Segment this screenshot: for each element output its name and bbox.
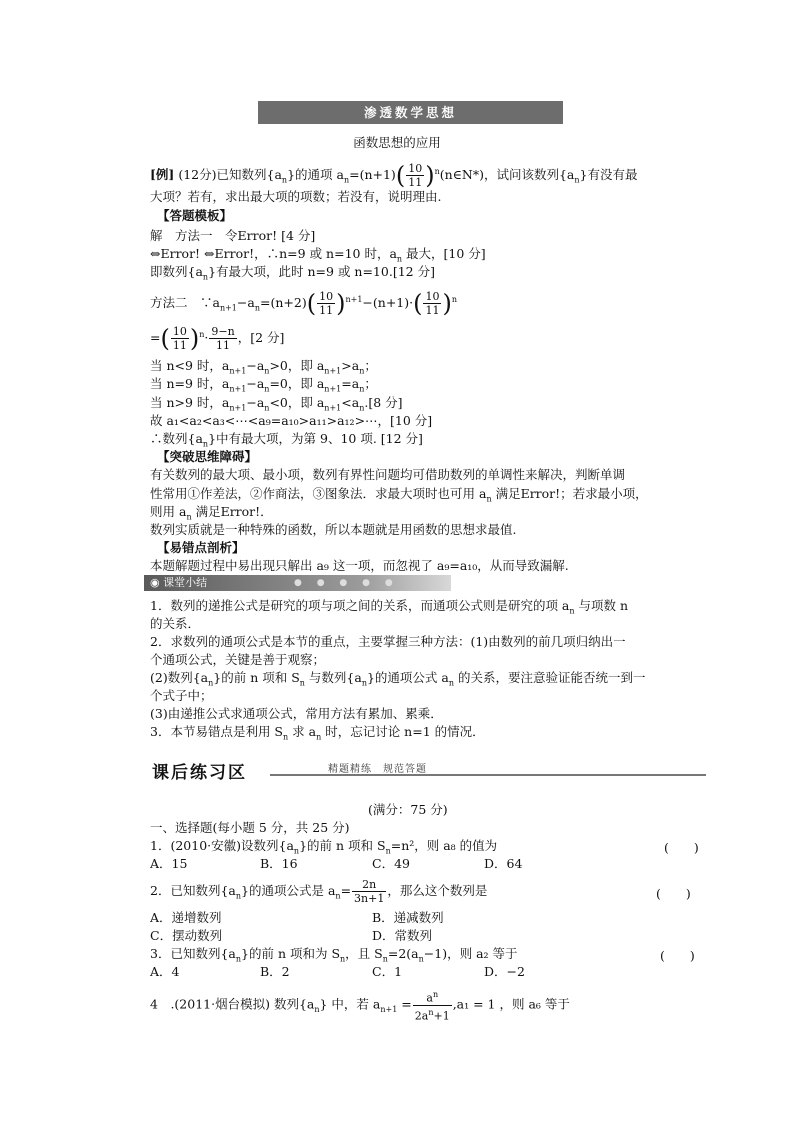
- error-heading: 【易错点剖析】: [157, 540, 245, 555]
- q2-option-a[interactable]: A．递增数列: [150, 910, 222, 925]
- answer-blank-2[interactable]: ( ): [656, 886, 691, 901]
- text: =(n+1): [349, 167, 396, 182]
- banner-heading: 渗透数学思想: [258, 101, 563, 124]
- method1-line-3: 即数列$\{a_n\}$有最大项，此时 n=9 或 n=10.[12 分]: [150, 264, 435, 282]
- breakthrough-p4: 数列实质就是一种特殊的函数，所以本题就是用函数的思想求最值.: [150, 522, 517, 537]
- summary-band: [144, 575, 451, 591]
- method1-line-2: ⇔Error! ⇔Error!，∴n=9 或 n=10 时，$a_n$ 最大，[10 分]: [150, 246, 486, 264]
- summary-2b: 个通项公式，关键是善于观察；: [150, 652, 326, 667]
- template-heading: 【答题模板】: [157, 208, 233, 223]
- case-4: 故 a₁<a₂<a₃<⋯<a₉=a₁₀>a₁₁>a₁₂>⋯，[10 分]: [150, 413, 433, 428]
- q3-option-d[interactable]: D．−2: [484, 964, 525, 979]
- case-3: 当 n>9 时，$a_{n+1}-a_n<0$，即 $a_{n+1}<a_n.[8$ 分]: [150, 395, 403, 413]
- q1-option-d[interactable]: D．64: [484, 856, 523, 871]
- answer-blank-1[interactable]: ( ): [664, 840, 699, 855]
- summary-1a: 1．数列的递推公式是研究的项与项之间的关系，而通项公式则是研究的项 $a_n$ 与项数 n: [150, 598, 629, 616]
- breakthrough-p2: 性常用①作差法，②作商法，③图象法．求最大项时也可用 $a_n$ 满足Error!；若求最小项，: [150, 486, 648, 504]
- subtitle: 函数思想的应用: [353, 135, 441, 150]
- q1-option-c[interactable]: C．49: [372, 856, 410, 871]
- example-label: [例]: [150, 167, 175, 182]
- case-1: 当 n<9 时，$a_{n+1}-a_n>0$，即 $a_{n+1}>a_n$；: [150, 358, 377, 376]
- q1-option-a[interactable]: A．15: [150, 856, 188, 871]
- text: }有没有最: [579, 167, 638, 182]
- summary-2i: (3)由递推公式求通项公式，常用方法有累加、累乘．: [150, 706, 443, 721]
- q3-option-a[interactable]: A．4: [150, 964, 180, 979]
- method2-line-1: 方法二 $\because a_{n+1}-a_n=(n+2)$( $\frac{10}{11}$ )$^{n+1}$−(n+1)·( $\frac{10}{11}$ )$^n$: [150, 289, 458, 318]
- summary-1c: 的关系．: [150, 616, 201, 631]
- answer-blank-3[interactable]: ( ): [660, 948, 695, 963]
- question-1: 1．(2010·安徽)设数列$\{a_n\}$的前 n 项和 $S_n=n^2$，则 a₈ 的值为: [150, 838, 498, 856]
- text: (n∈N*)，试问该数列{a: [439, 167, 575, 182]
- error-text: 本题解题过程中易出现只解出 a₉ 这一项，而忽视了 a₉=a₁₀，从而导致漏解.: [150, 558, 569, 573]
- example-line-1: [例] (12分)已知数列$\{a_n\}$的通项 $a_n=(n+1)$( $\frac{10}{11}$ )$^n$(n∈N*)，试问该数列$\{a_n\}$有没有最: [150, 161, 638, 190]
- practice-tagline: 精题精练 规范答题: [328, 764, 427, 775]
- summary-2h: 个式子中；: [150, 688, 213, 703]
- question-4: 4 .(2011·烟台模拟) 数列$\{a_n\}$ 中，若 $a_{n+1}$ = $\frac{a^n}{2a^n+1}$ ,a₁ = 1 ，则 a₆ 等于: [150, 990, 570, 1023]
- breakthrough-p1: 有关数列的最大项、最小项，数列有界性问题均可借助数列的单调性来解决，判断单调: [150, 467, 626, 482]
- practice-title: 课后练习区: [152, 763, 247, 783]
- example-line-2: 大项？若有，求出最大项的项数；若没有，说明理由.: [150, 189, 442, 204]
- text: }的通项 a: [287, 167, 344, 182]
- case-5: ∴数列$\{a_n\}$中有最大项，为第 9、10 项. [12 分]: [150, 431, 423, 449]
- q2-option-d[interactable]: D．常数列: [372, 928, 433, 943]
- q2-option-b[interactable]: B．递减数列: [372, 910, 444, 925]
- decorative-dots-icon: ● ● ● ● ●: [294, 578, 399, 588]
- summary-2c: (2)数列$\{a_n\}$的前 n 项和 $S_n$ 与数列$\{a_n\}$的通项公式 $a_n$ 的关系，要注意验证能否统一到一: [150, 670, 646, 688]
- summary-3: 3．本节易错点是利用 $S_n$ 求 $a_n$ 时，忘记讨论 n=1 的情况．: [150, 724, 485, 742]
- q3-option-c[interactable]: C．1: [372, 964, 403, 979]
- method1-line-1: 解 方法一 令Error! [4 分]: [150, 228, 316, 243]
- case-2: 当 n=9 时，$a_{n+1}-a_n=0$，即 $a_{n+1}=a_n$；: [150, 376, 377, 394]
- question-2: 2．已知数列$\{a_n\}$的通项公式是 $a_n=$ $\frac{2n}{3n+1}$ ，那么这个数列是: [150, 878, 488, 905]
- fraction: $\frac{10}{11}$: [408, 162, 423, 189]
- method2-line-2: =( $\frac{10}{11}$ )$^n$· $\frac{9-n}{11}$ ，[2 分]: [150, 324, 285, 353]
- summary-2a: 2．求数列的通项公式是本节的重点，主要掌握三种方法：(1)由数列的前几项归纳出一: [150, 634, 626, 649]
- question-3: 3．已知数列$\{a_n\}$的前 n 项和为 $S_n$，且 $S_n=2(a_n-1)$，则 a₂ 等于: [150, 946, 518, 964]
- score-note: (满分：75 分): [368, 802, 448, 817]
- q1-option-b[interactable]: B．16: [260, 856, 298, 871]
- q2-option-c[interactable]: C．摆动数列: [150, 928, 223, 943]
- text: (12分)已知数列{a: [178, 167, 282, 182]
- q3-option-b[interactable]: B．2: [260, 964, 290, 979]
- breakthrough-p3: 则用 $a_n$ 满足Error!．: [150, 504, 273, 522]
- breakthrough-heading: 【突破思维障碍】: [157, 449, 258, 464]
- summary-band-label: ◉ 课堂小结: [150, 576, 208, 589]
- section-heading: 一、选择题(每小题 5 分，共 25 分): [150, 820, 350, 835]
